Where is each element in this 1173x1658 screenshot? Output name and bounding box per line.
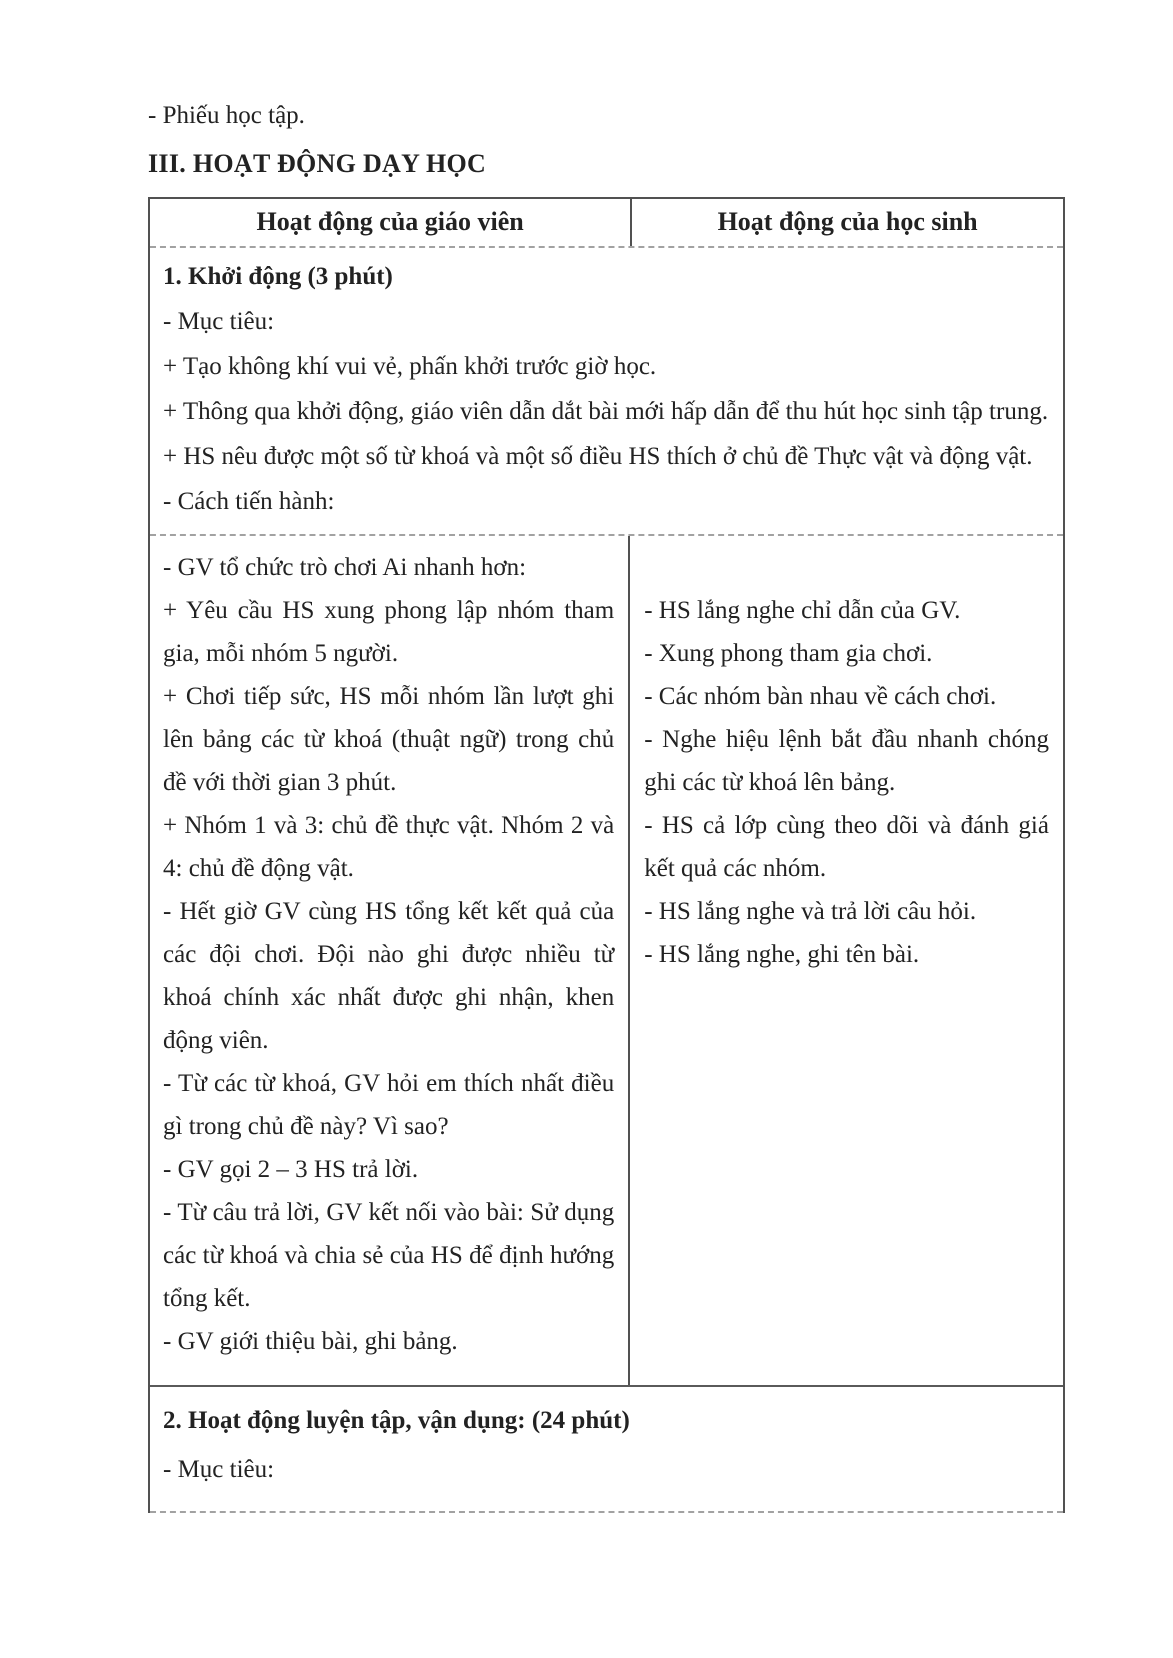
student-activity-paragraph: - HS lắng nghe chỉ dẫn của GV. — [644, 597, 961, 624]
intro-line: - Phiếu học tập. — [148, 102, 305, 129]
teacher-activity-paragraph: + Chơi tiếp sức, HS mỗi nhóm lần lượt ghi lên bảng các từ khoá (thuật ngữ) trong chủ đề với thời gian 3 phút. — [163, 683, 615, 796]
activity-table — [148, 197, 1065, 1513]
teacher-activity-paragraph: - Hết giờ GV cùng HS tổng kết kết quả của các đội chơi. Đội nào ghi được nhiều từ khoá chính xác nhất được ghi nhận, khen động viên. — [163, 898, 615, 1054]
teacher-activities-column — [150, 536, 630, 1385]
document-content — [148, 98, 1065, 1513]
teacher-activity-paragraph: - GV tổ chức trò chơi Ai nhanh hơn: — [163, 554, 527, 581]
activities-row — [150, 536, 1063, 1387]
student-activity-paragraph: - Xung phong tham gia chơi. — [644, 640, 933, 667]
section-1-line: + HS nêu được một số từ khoá và một số điều HS thích ở chủ đề Thực vật và động vật. — [163, 443, 1033, 470]
student-activity-paragraph: - HS lắng nghe, ghi tên bài. — [644, 941, 920, 968]
section-1-line: - Cách tiến hành: — [163, 488, 335, 515]
section-2-title: 2. Hoạt động luyện tập, vận dụng: (24 phút) — [163, 1407, 630, 1434]
teacher-activity-paragraph: + Nhóm 1 và 3: chủ đề thực vật. Nhóm 2 và 4: chủ đề động vật. — [163, 812, 615, 882]
table-header-row — [150, 199, 1063, 248]
col-header-student: Hoạt động của học sinh — [630, 199, 1063, 246]
student-activity-paragraph: - Nghe hiệu lệnh bắt đầu nhanh chóng ghi các từ khoá lên bảng. — [644, 726, 1049, 796]
teacher-activity-paragraph: - Từ câu trả lời, GV kết nối vào bài: Sử dụng các từ khoá và chia sẻ của HS để định hướng tổng kết. — [163, 1199, 615, 1312]
student-activity-paragraph: - HS cả lớp cùng theo dõi và đánh giá kết quả các nhóm. — [644, 812, 1049, 882]
section-1-line: + Tạo không khí vui vẻ, phấn khởi trước giờ học. — [163, 353, 657, 380]
section-2-block — [150, 1387, 1063, 1513]
teacher-activity-paragraph: + Yêu cầu HS xung phong lập nhóm tham gia, mỗi nhóm 5 người. — [163, 597, 615, 667]
section-1-block — [150, 248, 1063, 536]
section-1-line: - Mục tiêu: — [163, 308, 275, 335]
col-header-teacher: Hoạt động của giáo viên — [256, 207, 524, 236]
teacher-activity-paragraph: - GV giới thiệu bài, ghi bảng. — [163, 1328, 458, 1355]
section-heading: III. HOẠT ĐỘNG DẠY HỌC — [148, 149, 487, 178]
teacher-activity-paragraph: - GV gọi 2 – 3 HS trả lời. — [163, 1156, 419, 1183]
student-activity-paragraph: - HS lắng nghe và trả lời câu hỏi. — [644, 898, 977, 925]
student-activities-column — [630, 536, 1063, 1385]
section-1-title: 1. Khởi động (3 phút) — [163, 263, 393, 290]
section-2-line: - Mục tiêu: — [163, 1455, 275, 1483]
teacher-activity-paragraph: - Từ các từ khoá, GV hỏi em thích nhất điều gì trong chủ đề này? Vì sao? — [163, 1070, 615, 1140]
student-activity-paragraph: - Các nhóm bàn nhau về cách chơi. — [644, 683, 997, 710]
section-1-line: + Thông qua khởi động, giáo viên dẫn dắt bài mới hấp dẫn để thu hút học sinh tập trung. — [163, 398, 1049, 425]
